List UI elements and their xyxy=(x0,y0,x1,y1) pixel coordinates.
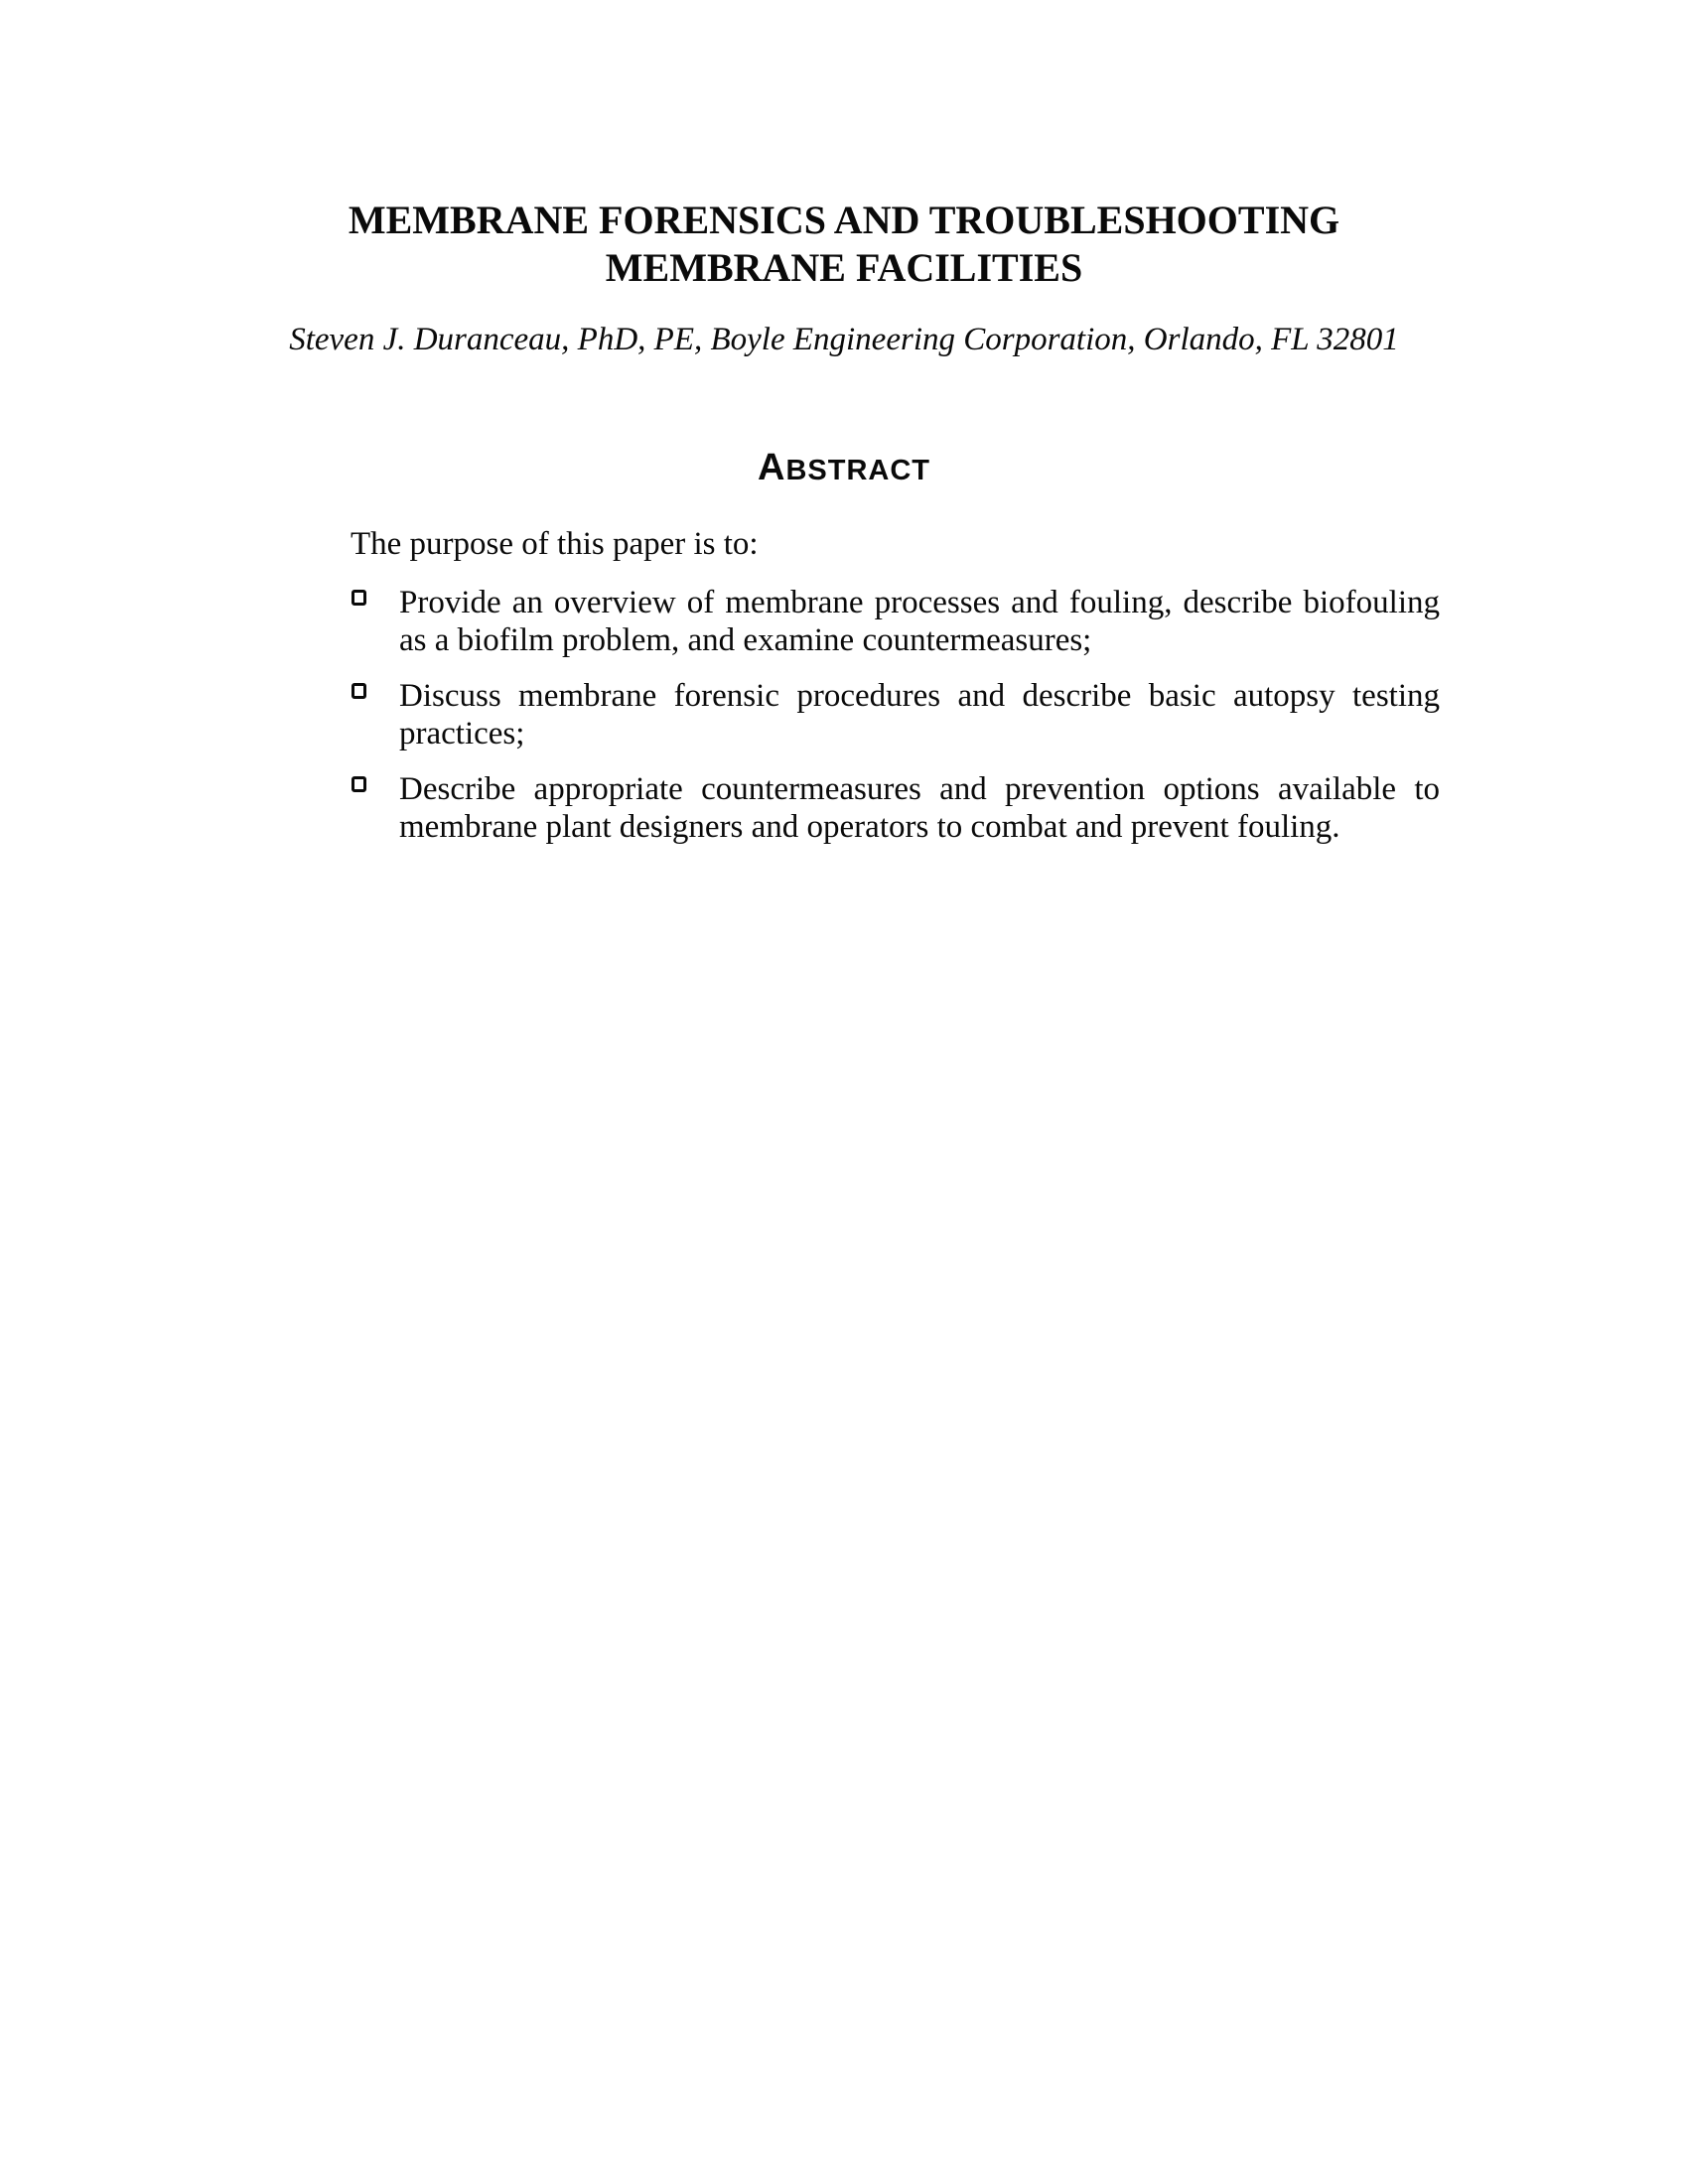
author-affiliation-line: Steven J. Duranceau, PhD, PE, Boyle Engineering Corporation, Orlando, FL 32801 xyxy=(289,322,1399,357)
bullet-3-line-1: Describe appropriate countermeasures and prevention options available to xyxy=(399,771,1440,807)
hollow-square-bullet-icon xyxy=(352,683,366,699)
bullet-3-line-2: membrane plant designers and operators to combat and prevent fouling. xyxy=(399,809,1340,845)
hollow-square-bullet-icon xyxy=(352,776,366,792)
bullet-item-1 xyxy=(350,584,1440,659)
hollow-square-bullet-icon xyxy=(352,590,366,606)
paper-title-line-1: MEMBRANE FORENSICS AND TROUBLESHOOTING xyxy=(348,198,1340,242)
abstract-section-heading: ABSTRACT xyxy=(758,447,930,488)
bullet-1-line-1: Provide an overview of membrane processes and fouling, describe biofouling xyxy=(399,585,1440,620)
bullet-1-line-2: as a biofilm problem, and examine countermeasures; xyxy=(399,622,1092,658)
abstract-intro-sentence: The purpose of this paper is to: xyxy=(351,526,759,562)
abstract-bullet-list xyxy=(350,584,1440,846)
paper-title xyxy=(0,197,1688,292)
paper-title-line-2: MEMBRANE FACILITIES xyxy=(605,245,1083,290)
bullet-item-3 xyxy=(350,770,1440,846)
bullet-2-line-2: practices; xyxy=(399,716,525,751)
bullet-2-line-1: Discuss membrane forensic procedures and describe basic autopsy testing xyxy=(399,678,1440,714)
bullet-item-2 xyxy=(350,677,1440,752)
